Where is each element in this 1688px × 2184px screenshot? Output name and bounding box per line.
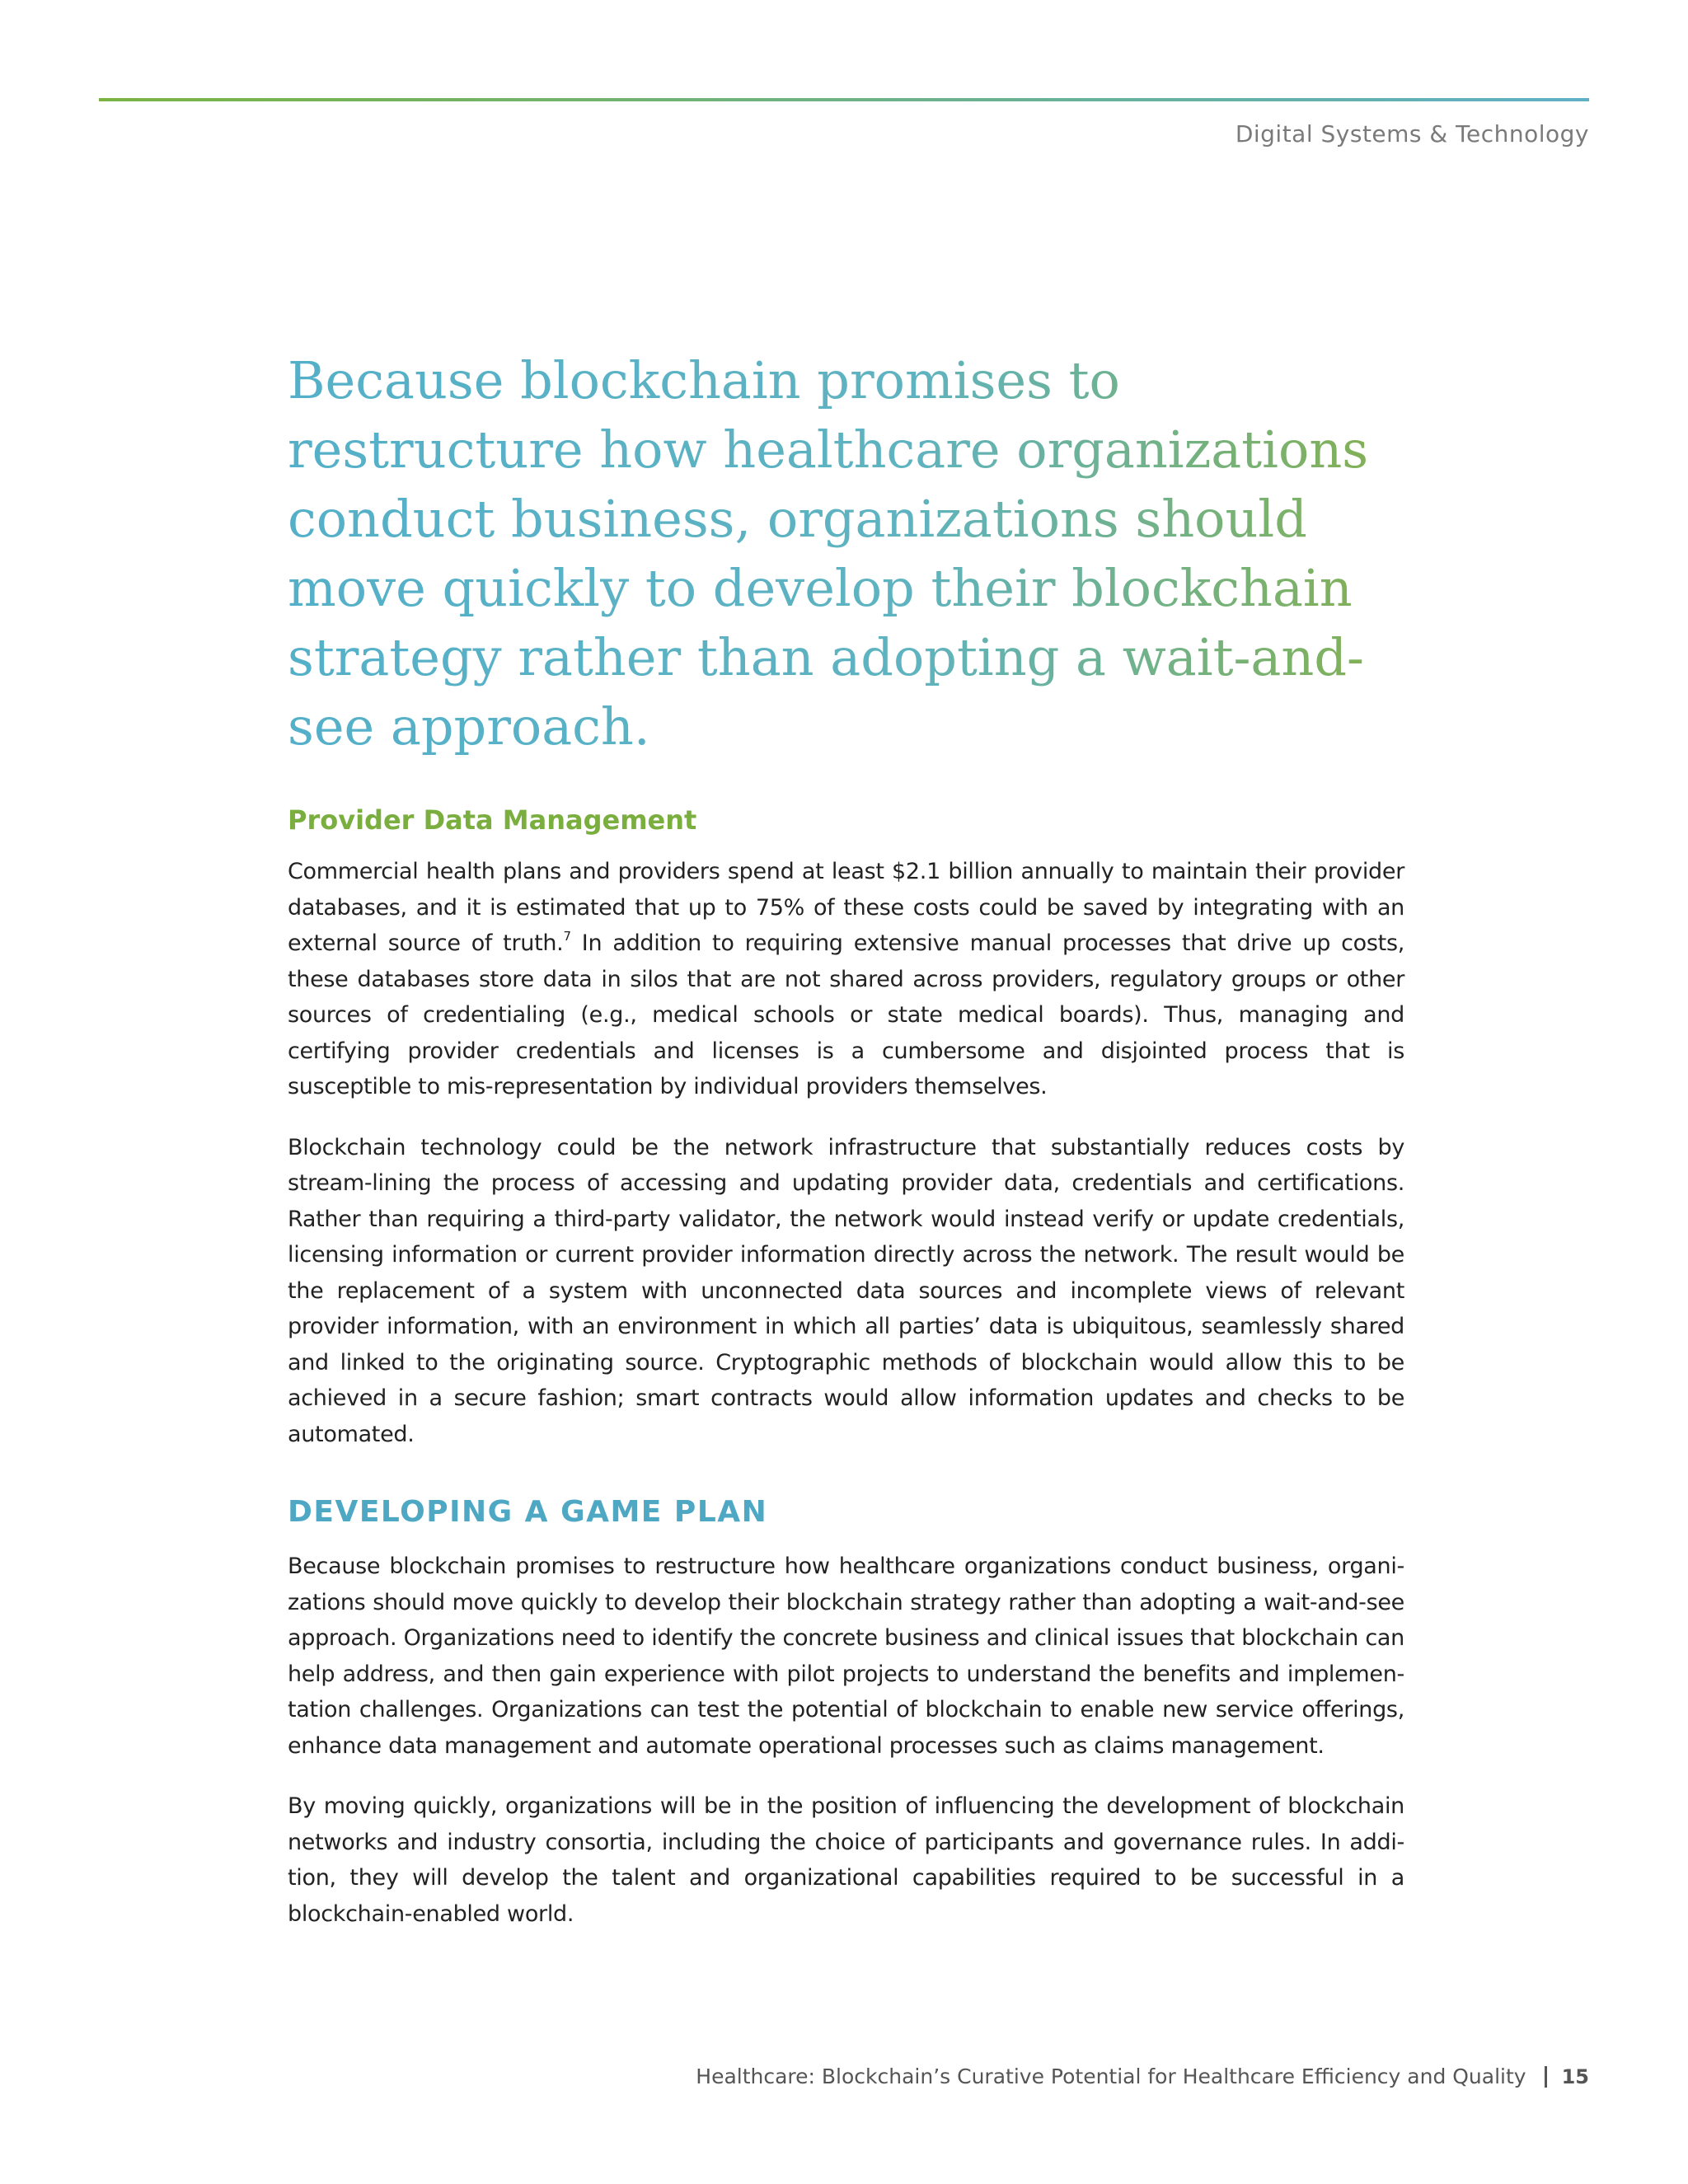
provider-paragraph-1-text-cont: In addition to requiring extensive manual processes that drive up costs, these databases store data in silos that are not shared across providers, regulatory groups or other sources of credentialing (e.g., medical schools or state medical boards). Thus, managing and certifying provider credentials and licenses is a cumbersome and disjointed process that is susceptible to mis-representation by individual providers themselves. bbox=[288, 930, 1404, 1099]
page-content bbox=[288, 346, 1404, 1957]
provider-paragraph-1-text: Commercial health plans and providers spend at least $2.1 billion annually to maintain their provider databases, and it is estimated that up to 75% of these costs could be saved by integrating with an external source of truth. bbox=[288, 859, 1404, 956]
footer-title: Healthcare: Blockchain’s Curative Potential for Healthcare Efficiency and Quality bbox=[696, 2064, 1526, 2088]
game-plan-heading: DEVELOPING A GAME PLAN bbox=[288, 1495, 768, 1529]
provider-data-heading: Provider Data Management bbox=[288, 804, 697, 836]
pull-quote: Because blockchain promises to restructure how healthcare organizations conduct business, organizations should move quickly to develop their blockchain strategy rather than adopting a wait-and-see approach. bbox=[288, 346, 1425, 762]
section-label: Digital Systems & Technology bbox=[1235, 120, 1589, 148]
footnote-marker[interactable]: 7 bbox=[563, 929, 571, 944]
provider-paragraph-1 bbox=[288, 854, 1404, 1105]
game-plan-paragraph-2: By moving quickly, organizations will be in the position of influencing the development of blockchain networks and industry consortia, including the choice of participants and governance rules. In addi-tion, they will develop the talent and organizational capabilities required to be successful in a blockchain-enabled world. bbox=[288, 1793, 1404, 1927]
header-rule bbox=[99, 98, 1589, 101]
page-number: 15 bbox=[1561, 2064, 1589, 2088]
game-plan-paragraph-1: Because blockchain promises to restructure how healthcare organizations conduct business, organi-zations should move quickly to develop their blockchain strategy rather than adopting a wait-and-see approach. Organizations need to identify the concrete business and clinical issues that blockchain can help address, and then gain experience with pilot projects to understand the benefits and implemen-tation challenges. Organizations can test the potential of blockchain to enable new service offerings, enhance data management and automate operational processes such as claims management. bbox=[288, 1554, 1404, 1759]
provider-paragraph-2: Blockchain technology could be the network infrastructure that substantially reduces costs by stream-lining the process of accessing and updating provider data, credentials and certifications. Rather than requiring a third-party validator, the network would instead verify or update credentials, licensing information or current provider information directly across the network. The result would be the replacement of a system with unconnected data sources and incomplete views of relevant provider information, with an environment in which all parties’ data is ubiquitous, seamlessly shared and linked to the originating source. Cryptographic methods of blockchain would allow this to be achieved in a secure fashion; smart contracts would allow information updates and checks to be automated. bbox=[288, 1134, 1404, 1447]
page-footer bbox=[696, 2064, 1589, 2088]
footer-divider bbox=[1545, 2066, 1547, 2088]
